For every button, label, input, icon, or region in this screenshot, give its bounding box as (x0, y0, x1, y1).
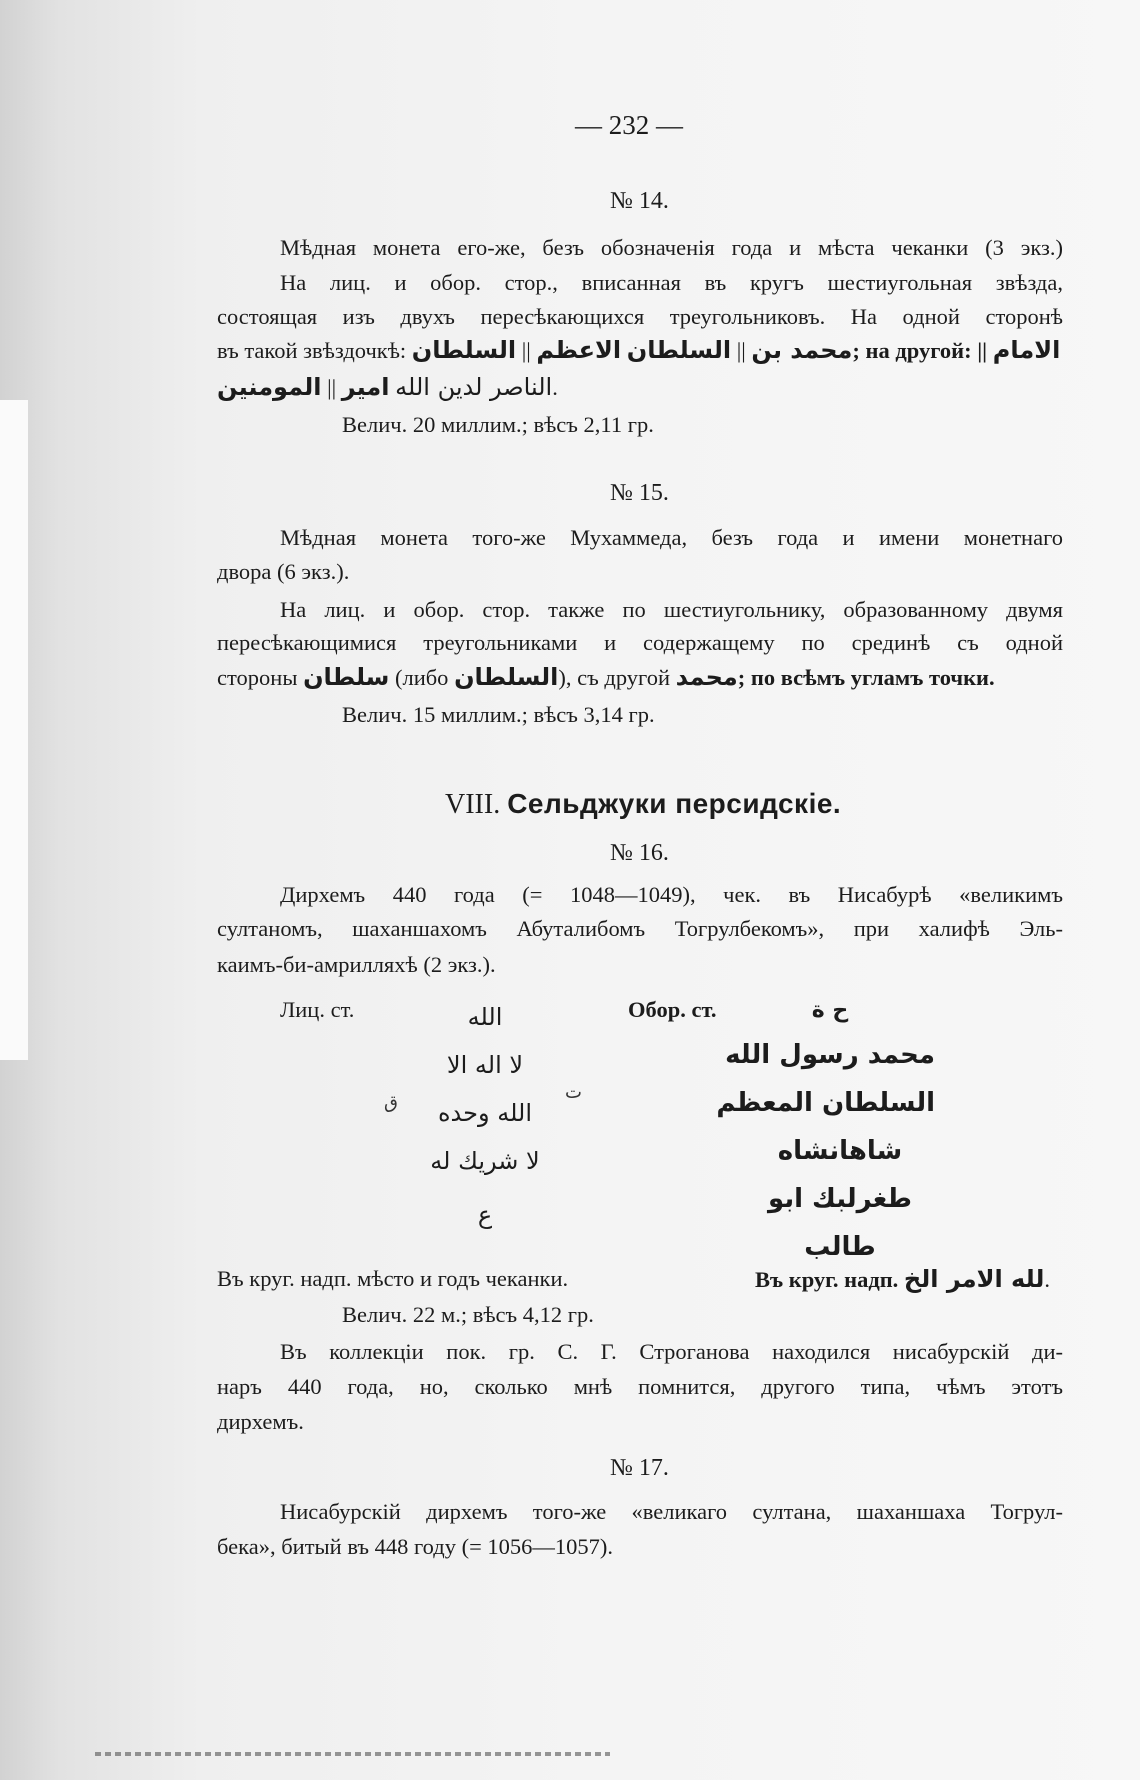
section-heading: VIII. Сельджуки персидскіе. (445, 788, 842, 820)
entry-heading-14: № 14. (610, 188, 669, 214)
entry16-measure: Велич. 22 м.; вѣсъ 4,12 гр. (342, 1302, 594, 1327)
obverse-line-3: الله وحده (437, 1099, 533, 1127)
entry14-line-5: المومنين || امير الناصر لدين الله. (217, 373, 558, 401)
obverse-margin-note: Въ круг. надп. мѣсто и годъ чеканки. (217, 1266, 569, 1291)
entry14-line-1: Мѣдная монета его-же, безъ обозначенія года и мѣста чеканки (3 экз.) (280, 235, 1063, 260)
obverse-line-2: لا اله الا (446, 1051, 524, 1079)
entry-heading-15: № 15. (610, 480, 669, 506)
obverse-side-mark-right: ت (565, 1082, 582, 1103)
reverse-line-3: شاهانشاه (777, 1136, 903, 1166)
entry15-line-1: Мѣдная монета того-же Мухаммеда, безъ года и имени монетнаго (280, 525, 1063, 550)
entry16-note-line-2: наръ 440 года, но, сколько мнѣ помнится, другого типа, чѣмъ этотъ (217, 1374, 1063, 1399)
page-number: — 232 — (575, 110, 683, 140)
reverse-line-5: طالب (804, 1232, 876, 1262)
entry15-line-4: пересѣкающимися треугольниками и содержащему по срединѣ съ одной (217, 630, 1063, 655)
entry16-line-3: каимъ-би-амрилляхѣ (2 экз.). (217, 952, 496, 977)
entry17-line-2: бека», битый въ 448 году (= 1056—1057). (217, 1534, 614, 1559)
reverse-margin-note: Въ круг. надп. لله الامر الخ. (755, 1265, 1051, 1293)
entry16-note-line-3: дирхемъ. (217, 1409, 304, 1434)
bottom-scan-artifact (95, 1752, 610, 1756)
obverse-line-5: ع (477, 1201, 493, 1229)
entry15-line-3: На лиц. и обор. стор. также по шестиугольнику, образованному двумя (280, 597, 1063, 622)
reverse-line-2: السلطان المعظم (716, 1088, 935, 1118)
entry14-line-2: На лиц. и обор. стор., вписанная въ кругъ шестиугольная звѣзда, (280, 270, 1063, 295)
entry15-line-2: двора (6 экз.). (217, 559, 350, 584)
entry14-line-4: въ такой звѣздочкѣ: السلطان || الاعظم السلطان || محمد بن; на другой: || الامام (217, 336, 1061, 364)
entry-heading-17: № 17. (610, 1455, 669, 1481)
reverse-line-1: محمد رسول الله (725, 1040, 935, 1070)
entry15-measure: Велич. 15 миллим.; вѣсъ 3,14 гр. (342, 702, 655, 727)
entry14-measure: Велич. 20 миллим.; вѣсъ 2,11 гр. (342, 412, 654, 437)
obverse-line-1: الله (467, 1003, 503, 1031)
entry16-note-line-1: Въ коллекціи пок. гр. С. Г. Строганова находился нисабурскій ди- (280, 1339, 1063, 1364)
entry17-line-1: Нисабурскій дирхемъ того-же «великаго султана, шаханшаха Тогрул- (280, 1499, 1063, 1524)
entry16-line-1: Дирхемъ 440 года (= 1048—1049), чек. въ Нисабурѣ «великимъ (280, 882, 1063, 907)
reverse-top-marks: ح ة (811, 998, 849, 1023)
scan-edge-strip (0, 400, 28, 1060)
entry14-line-3: состоящая изъ двухъ пересѣкающихся треугольниковъ. На одной сторонѣ (217, 304, 1063, 329)
entry16-line-2: султаномъ, шаханшахомъ Абуталибомъ Тогрулбекомъ», при халифѣ Эль- (217, 916, 1063, 941)
reverse-line-4: طغرلبك ابو (768, 1184, 912, 1214)
obverse-line-4: لا شريك له (430, 1147, 540, 1175)
obverse-label: Лиц. ст. (280, 997, 355, 1022)
entry-heading-16: № 16. (610, 840, 669, 866)
entry15-line-5: стороны سلطان (либо السلطان), съ другой محمد; по всѣмъ угламъ точки. (217, 663, 995, 691)
reverse-label: Обор. ст. (628, 997, 717, 1022)
obverse-side-mark-left: ق (384, 1092, 398, 1113)
